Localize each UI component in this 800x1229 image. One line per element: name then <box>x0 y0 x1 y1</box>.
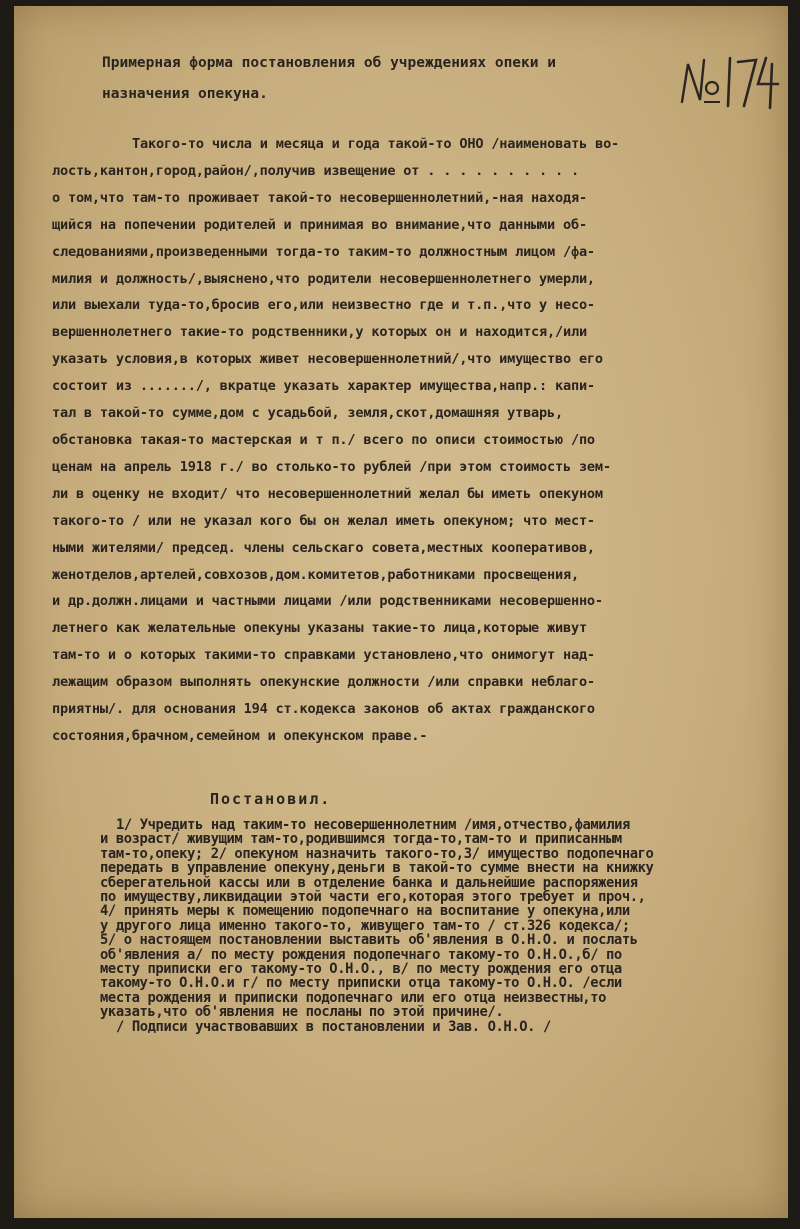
paragraph-line: Такого-то числа и месяца и года такой-то ОНО /наименовать во- <box>132 136 620 152</box>
paragraph-line: состояния,брачном,семейном и опекунском праве.- <box>52 727 428 744</box>
paragraph-line: летнего как желательные опекуны указаны такие-то лица,которые живут <box>52 620 587 637</box>
paragraph-line: щийся на попечении родителей и принимая во внимание,что данными об- <box>52 216 587 233</box>
paragraph-line: состоит из ......./, вкратце указать характер имущества,напр.: капи- <box>52 378 595 395</box>
paragraph-line: женотделов,артелей,совхозов,дом.комитетов,работниками просвещения, <box>52 566 579 583</box>
paragraph-line: ными жителями/ председ. члены сельскаго совета,местных кооперативов, <box>52 539 595 556</box>
paragraph-line: обстановка такая-то мастерская и т п./ всего по описи стоимостью /по <box>52 431 595 448</box>
heading-line: Примерная форма постановления об учреждениях опеки и <box>102 55 556 71</box>
decree-section <box>100 818 780 1034</box>
paragraph-line: ли в оценку не входит/ что несовершеннолетний желал бы иметь опекуном <box>52 485 603 502</box>
decree-line: такому-то О.Н.О.и г/ по месту приписки отца такому-то О.Н.О. /если <box>100 976 622 991</box>
decree-line: передать в управление опекуну,деньги в такой-то сумме внести на книжку <box>100 861 654 876</box>
heading-line: назначения опекуна. <box>102 86 268 102</box>
decree-signatures-line: / Подписи участвовавших в постановлении и Зав. О.Н.О. / <box>116 1019 551 1035</box>
paragraph-line: такого-то / или не указал кого бы он желал иметь опекуном; что мест- <box>52 512 595 529</box>
decree-line: места рождения и приписки подопечнаго или его отца неизвестны,то <box>100 990 607 1006</box>
paragraph-line: тал в такой-то сумме,дом с усадьбой, земля,скот,домашняя утварь, <box>52 405 563 422</box>
paragraph-line: вершеннолетнего такие-то родственники,у которых он и находится,/или <box>52 324 587 341</box>
paragraph-line: указать условия,в которых живет несовершеннолетний/,что имущество его <box>52 351 603 368</box>
decree-line: 1/ Учредить над таким-то несовершеннолетним /имя,отчество,фамилия <box>116 818 630 833</box>
decree-line: и возраст/ живущим там-то,родившимся тогда-то,там-то и приписанным <box>100 832 622 847</box>
paragraph-line: ценам на апрель 1918 г./ во столько-то рублей /при этом стоимость зем- <box>52 458 611 475</box>
decree-line: об'явления а/ по месту рождения подопечнаго такому-то О.Н.О.,б/ по <box>100 947 622 963</box>
document-page <box>14 6 788 1218</box>
paragraph-line: или выехали туда-то,бросив его,или неизвестно где и т.п.,что у несо- <box>52 297 595 314</box>
decree-line: у другого лица именно такого-то, живущего там-то / ст.326 кодекса/; <box>100 918 630 934</box>
paragraph-line: лежащим образом выполнять опекунские должности /или справки неблаго- <box>52 674 595 691</box>
paragraph-line: лость,кантон,город,район/,получив извещение от . . . . . . . . . . <box>52 162 579 179</box>
paragraph-line: милия и должность/,выяснено,что родители несовершеннолетнего умерли, <box>52 270 595 287</box>
paragraph-line: о том,что там-то проживает такой-то несовершеннолетний,-ная находя- <box>52 189 587 206</box>
decree-line: месту приписки его такому-то О.Н.О., в/ по месту рождения его отца <box>100 962 622 977</box>
decree-line: сберегательной кассы или в отделение банка и дальнейшие распоряжения <box>100 875 638 891</box>
paragraph-line: там-то и о которых такими-то справками установлено,что онимогут над- <box>52 647 595 664</box>
decree-line: указать,что об'явления не посланы по этой причине/. <box>100 1005 504 1020</box>
decree-line: 5/ о настоящем постановлении выставить об'явления в О.Н.О. и послать <box>100 933 638 948</box>
resolution-heading: Постановил. <box>210 790 332 808</box>
decree-line: там-то,опеку; 2/ опекуном назначить такого-то,3/ имущество подопечнаго <box>100 846 654 862</box>
paragraph-line: и др.должн.лицами и частными лицами /или родственниками несовершенно- <box>52 593 603 610</box>
decree-line: по имуществу,ликвидации этой части его,которая этого требует и проч., <box>100 890 646 905</box>
decree-line: 4/ принять меры к помещению подопечнаго на воспитание у опекуна,или <box>100 904 630 919</box>
paragraph-line: приятны/. для основания 194 ст.кодекса законов об актах гражданского <box>52 701 595 718</box>
main-paragraph <box>52 131 782 750</box>
paragraph-line: следованиями,произведенными тогда-то таким-то должностным лицом /фа- <box>52 243 595 260</box>
document-heading <box>102 48 702 110</box>
